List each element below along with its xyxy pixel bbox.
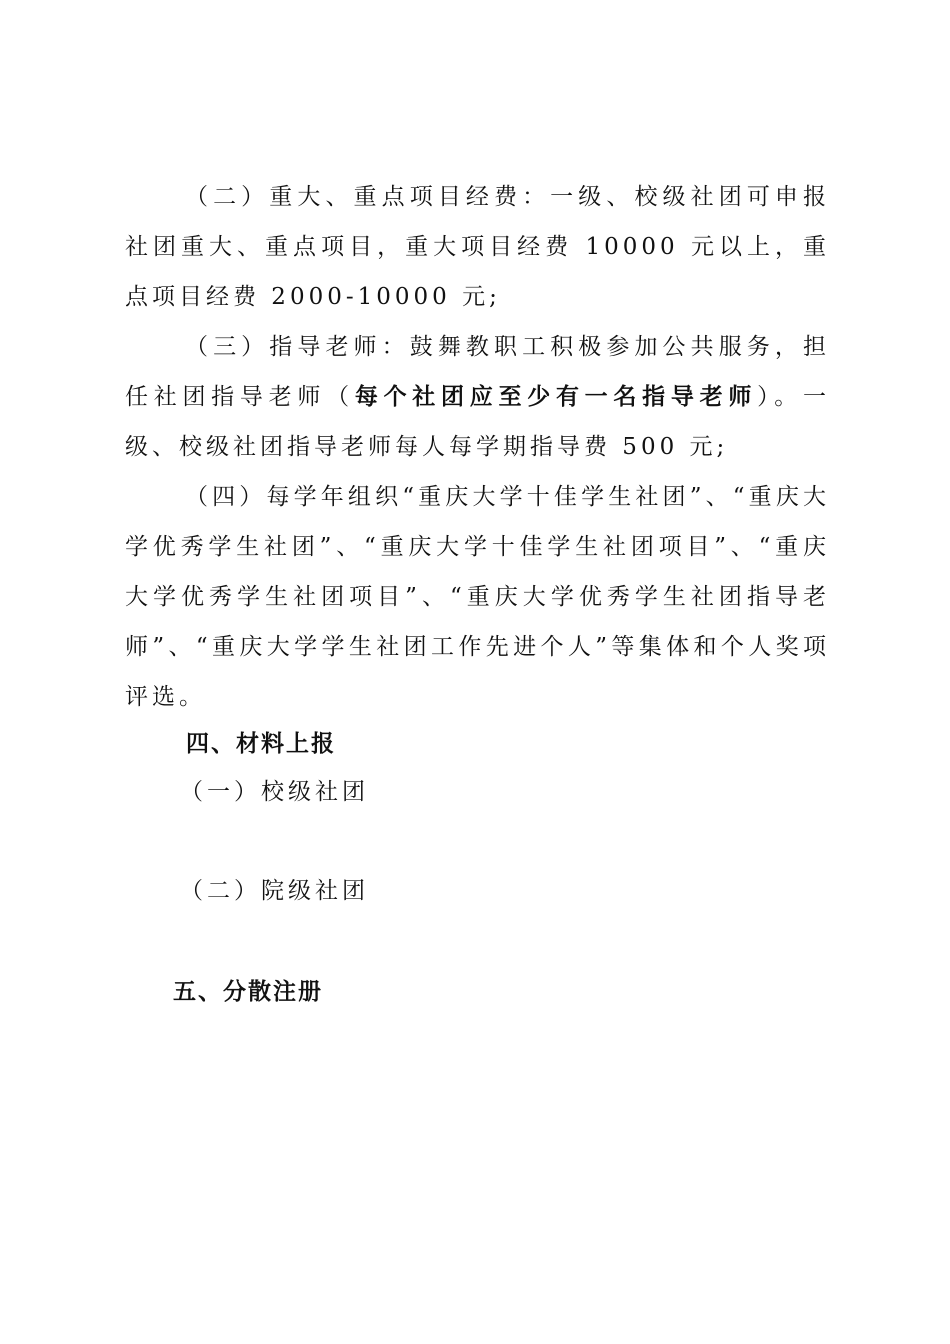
paragraph-advisors-text-end: ）。一级、校级社团指导老师每人每学期指导费 500 元;	[125, 384, 831, 460]
body-text	[125, 172, 830, 722]
paragraph-awards	[125, 472, 830, 722]
subsection-school-level: （一）校级社团	[180, 779, 369, 805]
paragraph-major-project-funds	[125, 172, 830, 322]
paragraph-advisors-text-start: （三）指导老师：鼓舞教职工积极参加公共服务，担任社团指导老师（	[125, 334, 830, 410]
paragraph-awards-text: （四）每学年组织“重庆大学十佳学生社团”、“重庆大学优秀学生社团”、“重庆大学十佳学生社团项目”、“重庆大学优秀学生社团项目”、“重庆大学优秀学生社团指导老师”、“重庆大学学生社团工作先进个人”等集体和个人奖项评选。	[125, 484, 830, 710]
paragraph-advisors	[125, 322, 830, 472]
paragraph-advisors-emphasis: 每个社团应至少有一名指导老师	[354, 384, 758, 410]
subsection-college-level: （二）院级社团	[180, 878, 369, 904]
section-heading-materials: 四、材料上报	[186, 731, 336, 757]
section-heading-registration: 五、分散注册	[173, 979, 323, 1005]
paragraph-major-project-funds-text: （二）重大、重点项目经费：一级、校级社团可申报社团重大、重点项目，重大项目经费 10000 元以上，重点项目经费 2000-10000 元;	[125, 184, 830, 310]
